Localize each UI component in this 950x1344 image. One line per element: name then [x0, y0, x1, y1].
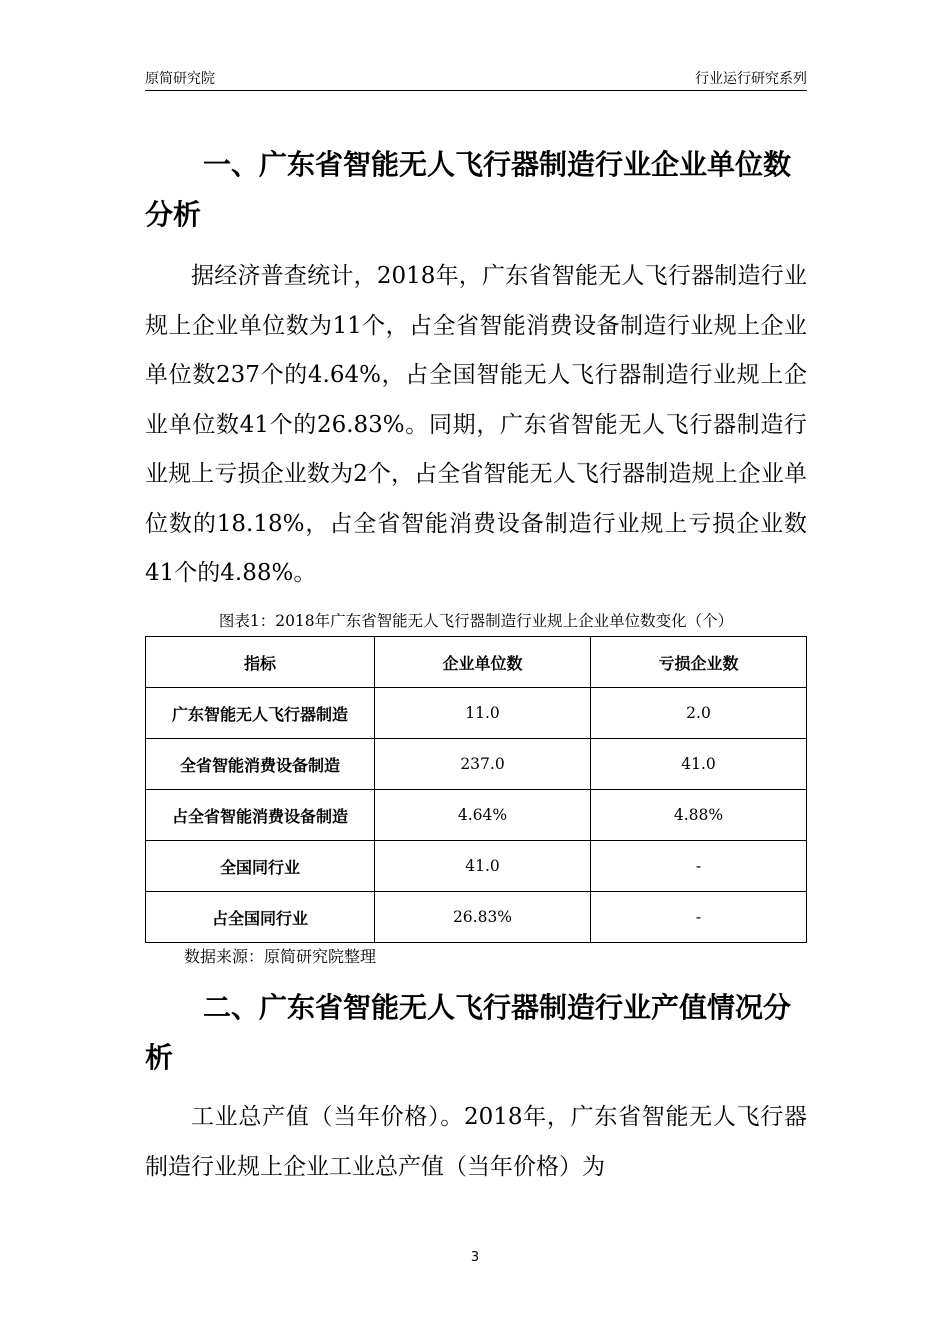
- page-number: 3: [470, 1250, 480, 1265]
- loss-cell: -: [591, 892, 807, 943]
- column-header-units: 企业单位数: [375, 637, 591, 688]
- section1-title: 一、广东省智能无人飞行器制造行业企业单位数分析: [145, 148, 792, 231]
- table-row: [146, 841, 807, 892]
- table-header-row: [146, 637, 807, 688]
- row-label: 广东智能无人飞行器制造: [146, 688, 375, 739]
- units-cell: 26.83%: [375, 892, 591, 943]
- loss-cell: 4.88%: [591, 790, 807, 841]
- table-row: [146, 739, 807, 790]
- row-label: 占全省智能消费设备制造: [146, 790, 375, 841]
- units-cell: 4.64%: [375, 790, 591, 841]
- section2-paragraph: 工业总产值（当年价格）。2018年，广东省智能无人飞行器制造行业规上企业工业总产值（当年价格）为: [145, 1104, 807, 1180]
- column-header-indicator: 指标: [146, 637, 375, 688]
- header-organization: 原简研究院: [145, 71, 215, 87]
- section2-title: 二、广东省智能无人飞行器制造行业产值情况分析: [145, 991, 792, 1074]
- row-label: 占全国同行业: [146, 892, 375, 943]
- row-label: 全省智能消费设备制造: [146, 739, 375, 790]
- units-cell: 237.0: [375, 739, 591, 790]
- table-row: [146, 892, 807, 943]
- table-caption: 图表1：2018年广东省智能无人飞行器制造行业规上企业单位数变化（个）: [218, 612, 734, 630]
- data-source-note: 数据来源：原简研究院整理: [184, 947, 377, 966]
- units-cell: 41.0: [375, 841, 591, 892]
- loss-cell: 41.0: [591, 739, 807, 790]
- loss-cell: -: [591, 841, 807, 892]
- row-label: 全国同行业: [146, 841, 375, 892]
- loss-cell: 2.0: [591, 688, 807, 739]
- enterprise-count-table: [145, 636, 807, 943]
- header-series-title: 行业运行研究系列: [695, 71, 807, 87]
- page-header: [145, 66, 807, 91]
- table-row: [146, 688, 807, 739]
- table-row: [146, 790, 807, 841]
- column-header-loss: 亏损企业数: [591, 637, 807, 688]
- section1-paragraph: 据经济普查统计，2018年，广东省智能无人飞行器制造行业规上企业单位数为11个，占全省智能消费设备制造行业规上企业单位数237个的4.64%，占全国智能无人飞行器制造行业规上企业单位数41个的26.83%。同期，广东省智能无人飞行器制造行业规上亏损企业数为2个，占全省智能无人飞行器制造规上企业单位数的18.18%，占全省智能消费设备制造行业规上亏损企业数41个的4.88%。: [145, 263, 807, 586]
- units-cell: 11.0: [375, 688, 591, 739]
